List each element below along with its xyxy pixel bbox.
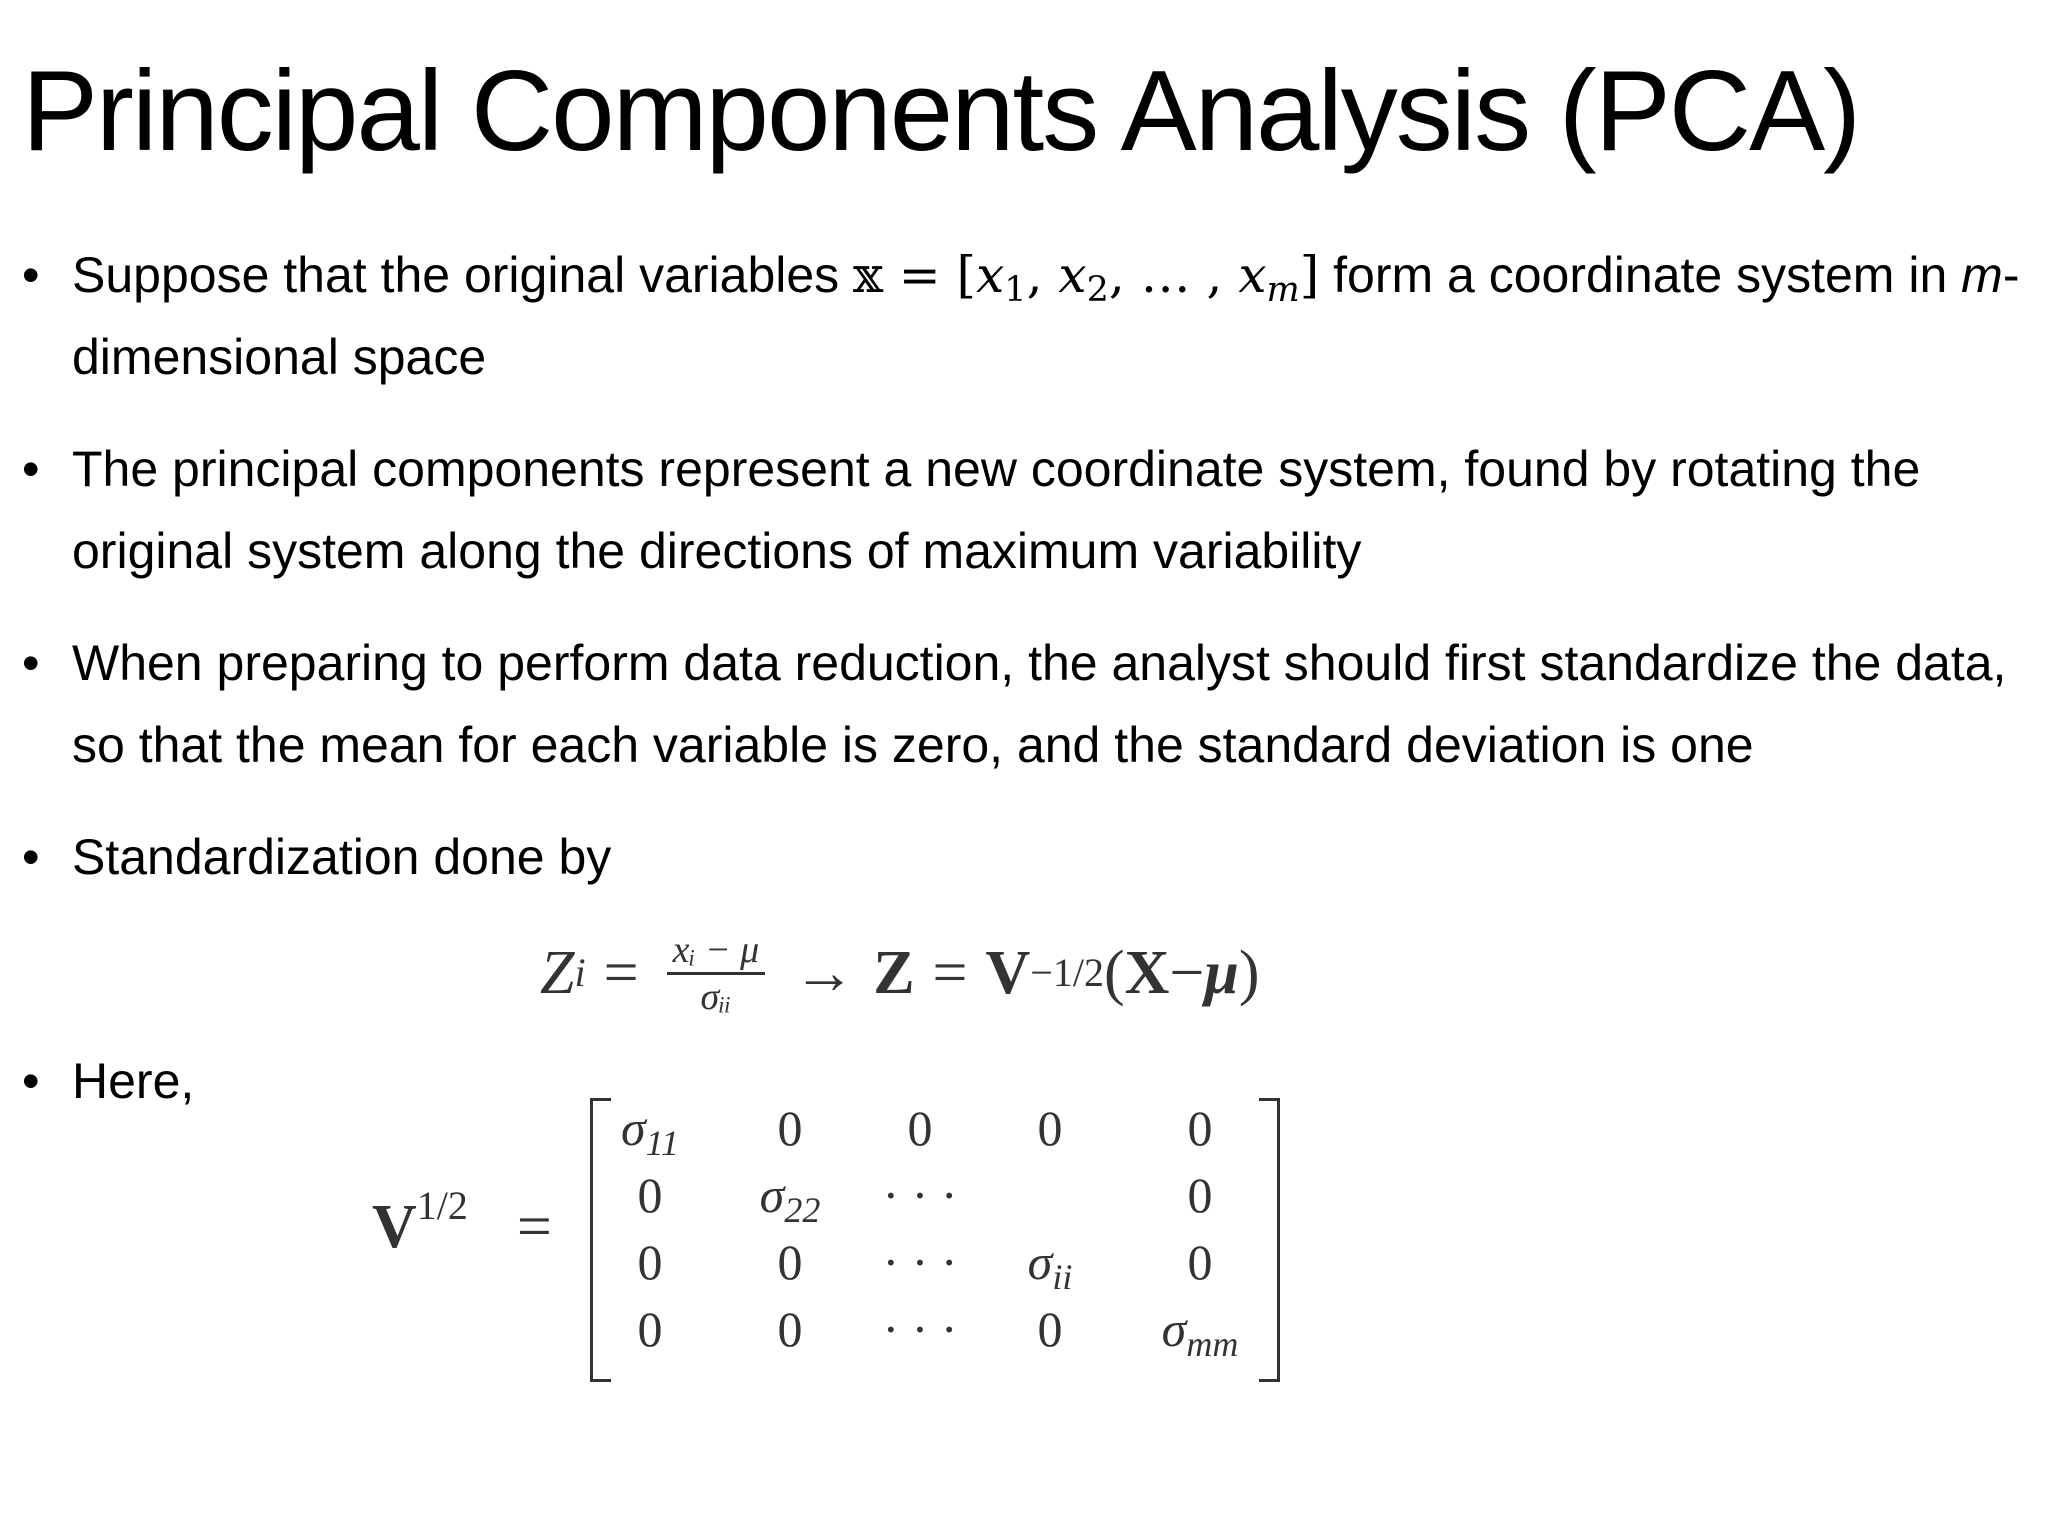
matrix-cell-r1-c1 xyxy=(590,1098,710,1173)
sigma-subscript: mm xyxy=(1186,1324,1239,1364)
bullet-dot: • xyxy=(22,1053,40,1109)
bullet-post-text: form a coordinate system in xyxy=(1319,247,1962,303)
slide-title: Principal Components Analysis (PCA) xyxy=(22,48,1860,175)
matrix-cell-r1-c4: 0 xyxy=(1037,1100,1063,1156)
matrix-cell-r1-c2: 0 xyxy=(777,1100,803,1156)
formula-v-bold: V xyxy=(985,938,1031,1007)
vector-x-symbol: 𝕩 xyxy=(853,246,883,304)
formula-z-bold: Z xyxy=(873,938,915,1007)
matrix-cell-r2-c3: · · · xyxy=(882,1167,958,1223)
formula-z: Z xyxy=(540,938,575,1007)
close-bracket: ] xyxy=(1299,246,1320,304)
formula-equals: = xyxy=(603,938,639,1007)
formula-equals-2: = xyxy=(932,938,968,1007)
matrix-cell-r2-c2 xyxy=(730,1165,850,1240)
formula-arrow: → xyxy=(793,938,856,1007)
var-x2-sub: 2 xyxy=(1086,269,1109,310)
formula-fraction xyxy=(667,928,766,1019)
sigma-symbol: σ xyxy=(759,1167,785,1223)
matrix-right-bracket xyxy=(1259,1098,1280,1382)
bullet-dot: • xyxy=(22,247,40,303)
formula-paren-open: ( xyxy=(1103,938,1125,1007)
bullet-text xyxy=(72,234,2032,398)
matrix-label-sup: 1/2 xyxy=(416,1183,468,1228)
sigma-subscript: ii xyxy=(1052,1257,1073,1297)
formula-x-bold: X xyxy=(1124,938,1170,1007)
sigma-subscript: 22 xyxy=(784,1190,821,1230)
var-x1-sub: 1 xyxy=(1004,269,1027,310)
bullet-pre-text: Suppose that the original variables xyxy=(72,247,854,303)
matrix-cell-r2-c5: 0 xyxy=(1187,1167,1213,1223)
formula-minus: − xyxy=(1169,938,1205,1007)
bullet-tail-text: -dimensional space xyxy=(72,247,2020,385)
matrix-cell-r4-c4: 0 xyxy=(1037,1301,1063,1357)
matrix-cell-r3-c4 xyxy=(990,1232,1110,1307)
dimension-m: m xyxy=(1961,247,2003,303)
fraction-numerator: xᵢ − μ xyxy=(672,928,760,971)
var-xm-sub: m xyxy=(1266,269,1300,310)
matrix-cell-r4-c5 xyxy=(1140,1299,1260,1374)
matrix-cell-r3-c3: · · · xyxy=(882,1234,958,1290)
formula-mu: μ xyxy=(1204,938,1239,1007)
matrix-label-v: V xyxy=(372,1193,417,1261)
covariance-sqrt-matrix xyxy=(590,1098,1280,1378)
var-x1: x xyxy=(976,246,1005,304)
bullet-dot: • xyxy=(22,829,40,885)
matrix-label xyxy=(372,1183,552,1263)
fraction-denominator: σᵢᵢ xyxy=(700,975,732,1018)
separator-1: , xyxy=(1026,246,1059,304)
var-xm: x xyxy=(1238,246,1267,304)
bullet-dot: • xyxy=(22,441,40,497)
separator-2: , … , xyxy=(1108,246,1239,304)
matrix-cell-r2-c1: 0 xyxy=(637,1167,663,1223)
var-x2: x xyxy=(1058,246,1087,304)
standardization-formula: Z i = $\frac{\text{xᵢ − μ}}{\text{σᵢᵢ}}$ → Z = V −1/2 ( X − μ ) xyxy=(540,928,1260,1018)
matrix-label-equals: = xyxy=(516,1193,552,1261)
bullet-principal-components xyxy=(22,428,2032,592)
bullet-text: Standardization done by xyxy=(72,829,612,885)
matrix-cell-r1-c3: 0 xyxy=(907,1100,933,1156)
bullet-text: When preparing to perform data reduction, the analyst should first standardize the data, so that the mean for each variable is zero, and the standard deviation is one xyxy=(72,635,2007,773)
sigma-subscript: 11 xyxy=(645,1123,679,1163)
sigma-symbol: σ xyxy=(1161,1301,1187,1357)
matrix-cell-r3-c5: 0 xyxy=(1187,1234,1213,1290)
matrix-cell-r1-c5: 0 xyxy=(1187,1100,1213,1156)
bullet-dot: • xyxy=(22,635,40,691)
matrix-cell-r4-c2: 0 xyxy=(777,1301,803,1357)
matrix-cell-r3-c1: 0 xyxy=(637,1234,663,1290)
bullet-standardization xyxy=(22,816,2032,898)
equals-bracket: = [ xyxy=(882,246,977,304)
bullet-text: The principal components represent a new coordinate system, found by rotating the original system along the directions of maximum variability xyxy=(72,441,1921,579)
bullet-text: Here, xyxy=(72,1053,195,1109)
sigma-symbol: σ xyxy=(1027,1234,1053,1290)
sigma-symbol: σ xyxy=(621,1100,646,1156)
bullet-original-variables xyxy=(22,234,2032,398)
matrix-cell-r4-c3: · · · xyxy=(882,1301,958,1357)
matrix-cell-r4-c1: 0 xyxy=(637,1301,663,1357)
matrix-cell-r3-c2: 0 xyxy=(777,1234,803,1290)
formula-paren-close: ) xyxy=(1238,938,1260,1007)
bullet-data-reduction xyxy=(22,622,2032,786)
